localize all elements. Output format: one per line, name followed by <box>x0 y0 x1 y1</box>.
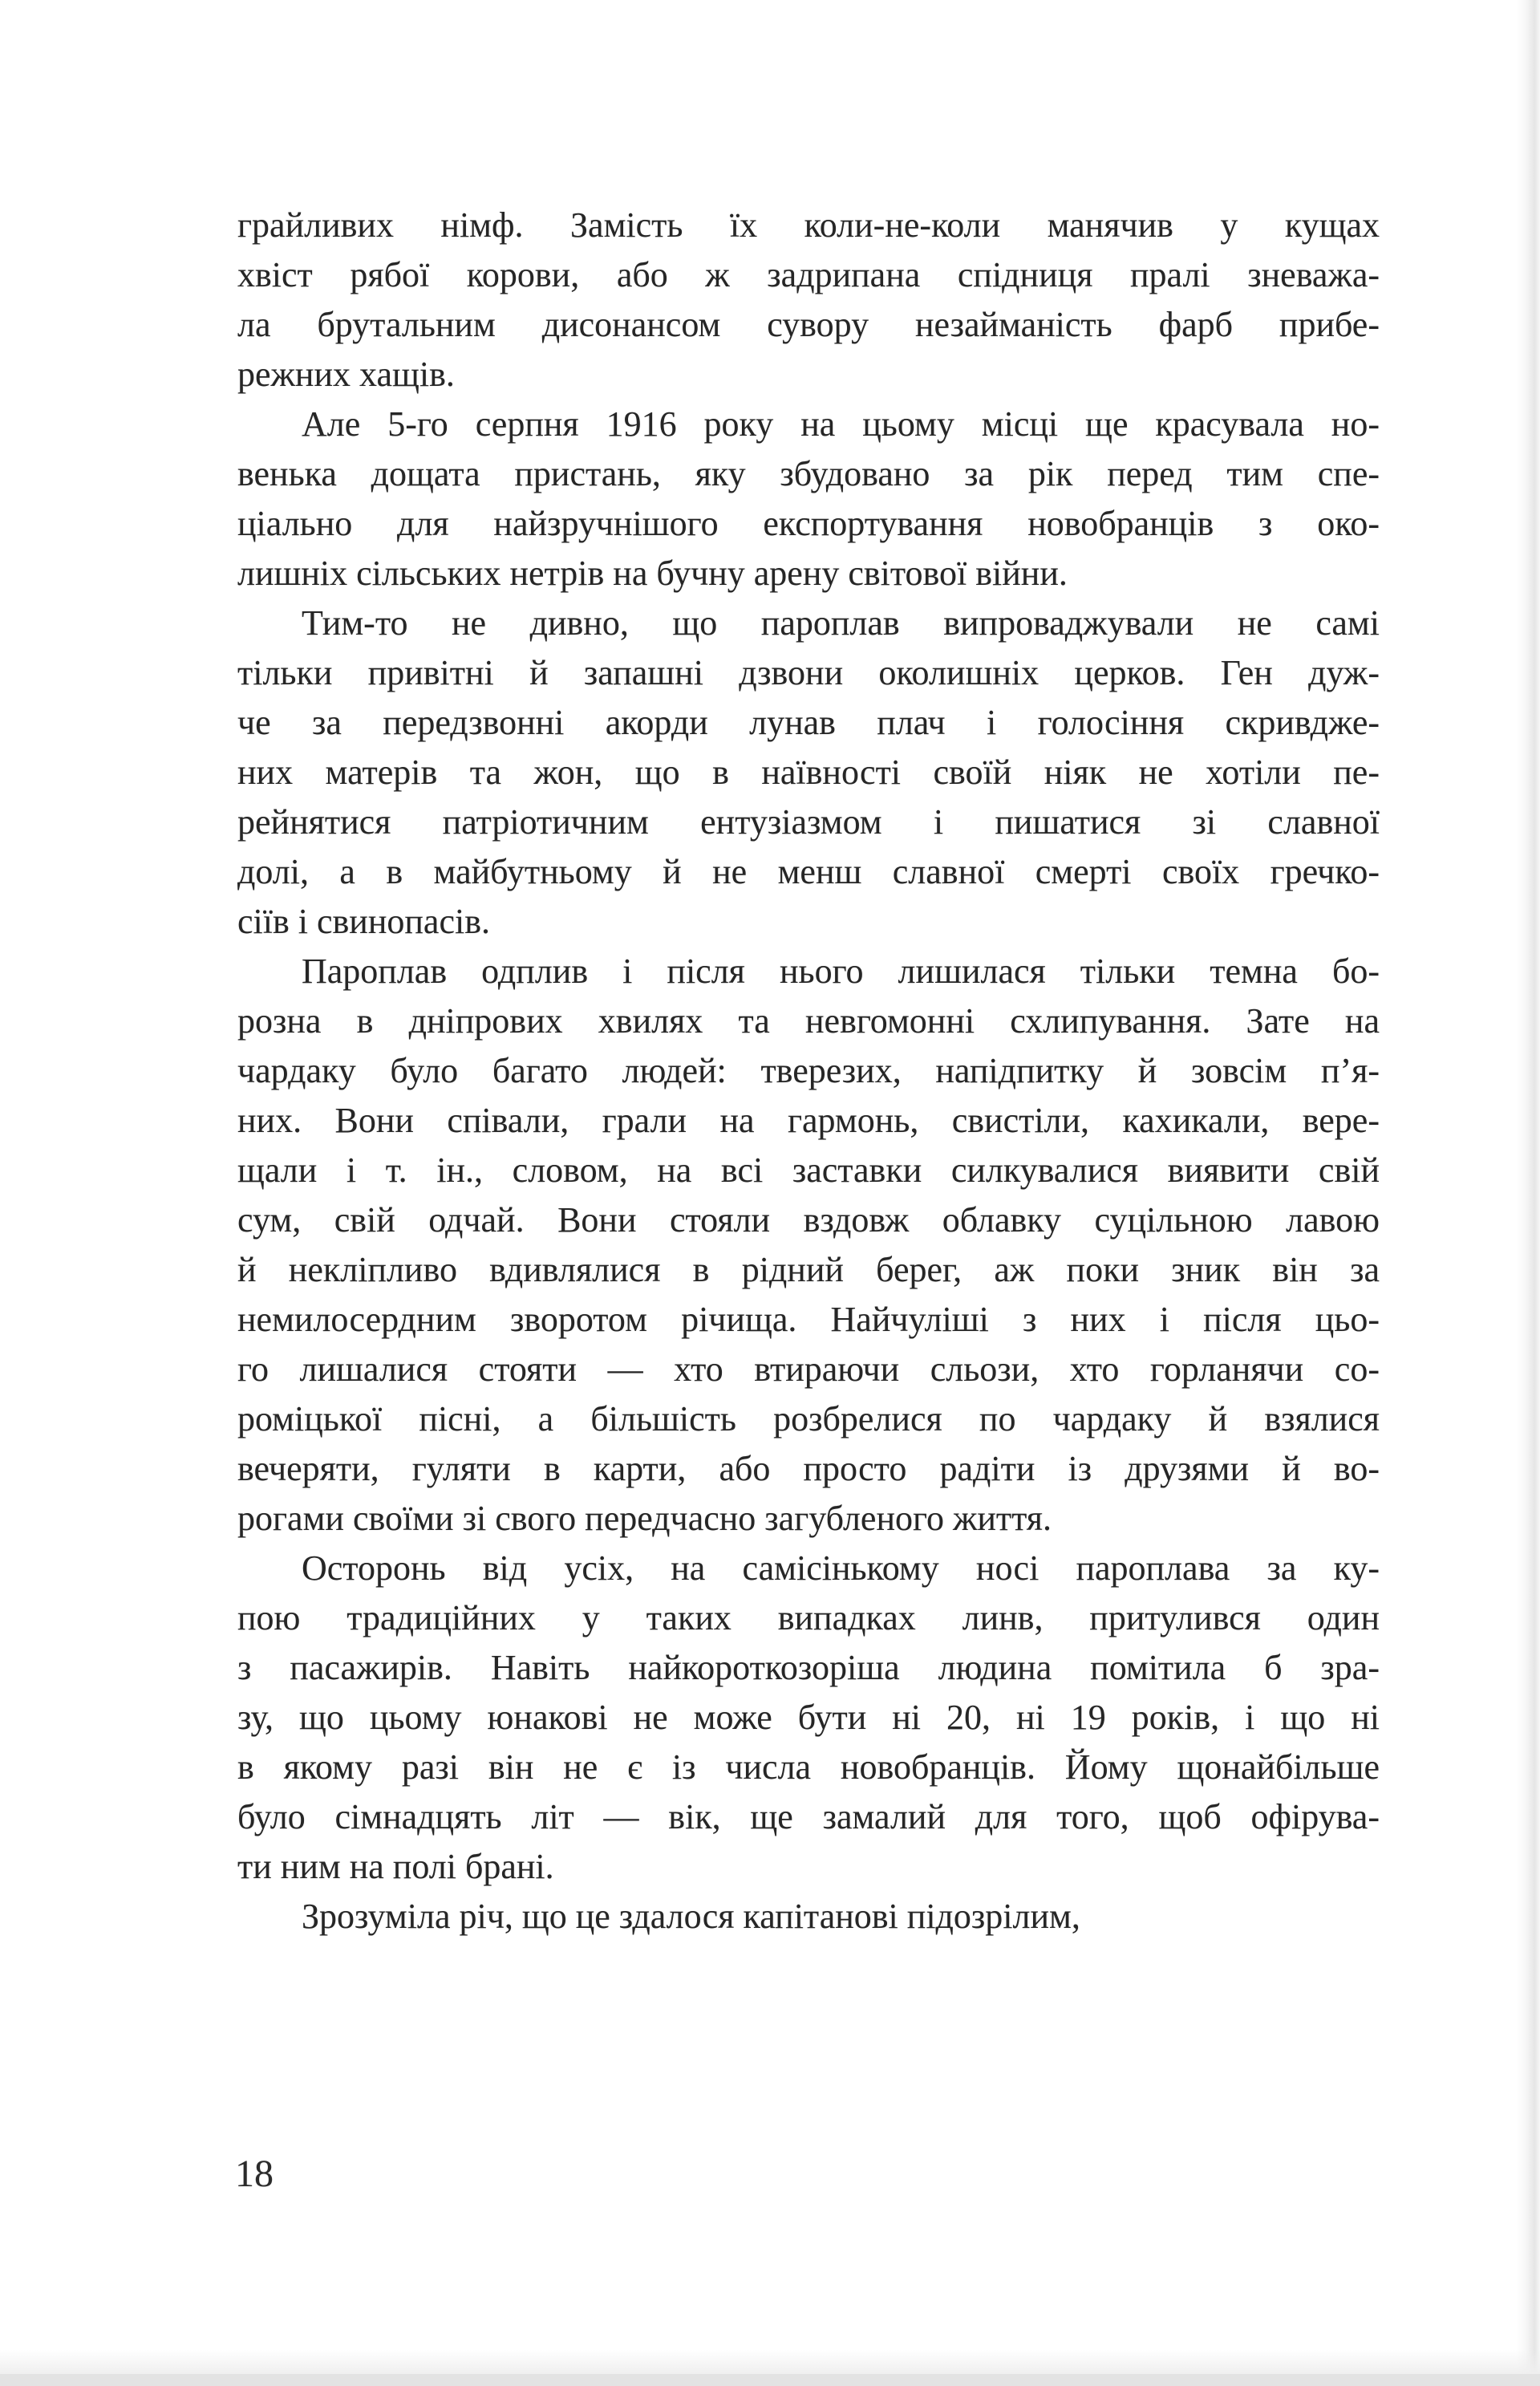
text-line: рогами своїми зі свого передчасно загубленого життя. <box>237 1499 1052 1538</box>
bottom-bar <box>0 2374 1540 2386</box>
text-line: Осторонь від усіх, на самісінькому носі пароплава за ку- <box>302 1548 1380 1588</box>
text-line: них. Вони співали, грали на гармонь, свистіли, кахикали, вере- <box>237 1101 1380 1140</box>
text-line: сіїв і свинопасів. <box>237 902 490 941</box>
text-line: Зрозуміла річ, що це здалося капітанові підозрілим, <box>302 1897 1080 1936</box>
text-line: венька дощата пристань, яку збудовано за рік перед тим спе- <box>237 454 1380 493</box>
text-line: немилосердним зворотом річища. Найчуліші з них і після цьо- <box>237 1300 1380 1339</box>
text-line: з пасажирів. Навіть найкороткозоріша людина помітила б зра- <box>237 1648 1380 1687</box>
page-edge-shadow <box>1516 0 1540 2386</box>
text-line: зу, що цьому юнакові не може бути ні 20, ні 19 років, і що ні <box>237 1698 1380 1737</box>
text-line: тільки привітні й запашні дзвони околишніх церков. Ген дуж- <box>237 653 1380 692</box>
text-line: чардаку було багато людей: тверезих, напідпитку й зовсім п’я- <box>237 1051 1380 1090</box>
text-line: долі, а в майбутньому й не менш славної смерті своїх гречко- <box>237 852 1380 891</box>
text-line: в якому разі він не є із числа новобранців. Йому щонайбільше <box>237 1747 1380 1787</box>
text-line: че за передзвонні акорди лунав плач і голосіння скривдже- <box>237 703 1380 742</box>
text-line: й некліпливо вдивлялися в рідний берег, аж поки зник він за <box>237 1250 1380 1289</box>
text-line: Пароплав одплив і після нього лишилася тільки темна бо- <box>302 952 1380 991</box>
text-line: грайливих німф. Замість їх коли-не-коли манячив у кущах <box>237 205 1380 245</box>
text-line: ла брутальним дисонансом сувору незайманість фарб прибе- <box>237 305 1380 344</box>
text-line: щали і т. ін., словом, на всі заставки силкувалися виявити свій <box>237 1150 1380 1190</box>
text-line: пою традиційних у таких випадках линв, притулився один <box>237 1598 1380 1637</box>
text-line: було сімнадцять літ — вік, ще замалий для того, щоб офірува- <box>237 1797 1380 1836</box>
text-line: Тим-то не дивно, що пароплав випроваджували не самі <box>302 603 1380 643</box>
text-line: сум, свій одчай. Вони стояли вздовж облавку суцільною лавою <box>237 1200 1380 1240</box>
bottom-fade <box>0 2350 1540 2374</box>
text-line: вечеряти, гуляти в карти, або просто радіти із друзями й во- <box>237 1449 1380 1488</box>
text-line: рейнятися патріотичним ентузіазмом і пишатися зі славної <box>237 802 1380 842</box>
text-line: розна в дніпрових хвилях та невгомонні схлипування. Зате на <box>237 1001 1380 1041</box>
text-line: режних хащів. <box>237 355 455 394</box>
text-line: них матерів та жон, що в наївності своїй ніяк не хотіли пе- <box>237 753 1380 792</box>
text-line: ціально для найзручнішого експортування новобранців з око- <box>237 504 1380 543</box>
text-line: хвіст рябої корови, або ж задрипана спідниця пралі зневажа- <box>237 255 1380 294</box>
text-line: роміцької пісні, а більшість розбрелися по чардаку й взялися <box>237 1399 1380 1438</box>
text-line: Але 5-го серпня 1916 року на цьому місці ще красувала но- <box>302 404 1380 444</box>
page-number: 18 <box>235 2153 274 2195</box>
text-line: лишніх сільських нетрів на бучну арену світової війни. <box>237 554 1068 593</box>
text-line: ти ним на полі брані. <box>237 1847 554 1886</box>
page-text-block <box>237 201 1380 1942</box>
text-line: го лишалися стояти — хто втираючи сльози, хто горланячи со- <box>237 1349 1380 1389</box>
